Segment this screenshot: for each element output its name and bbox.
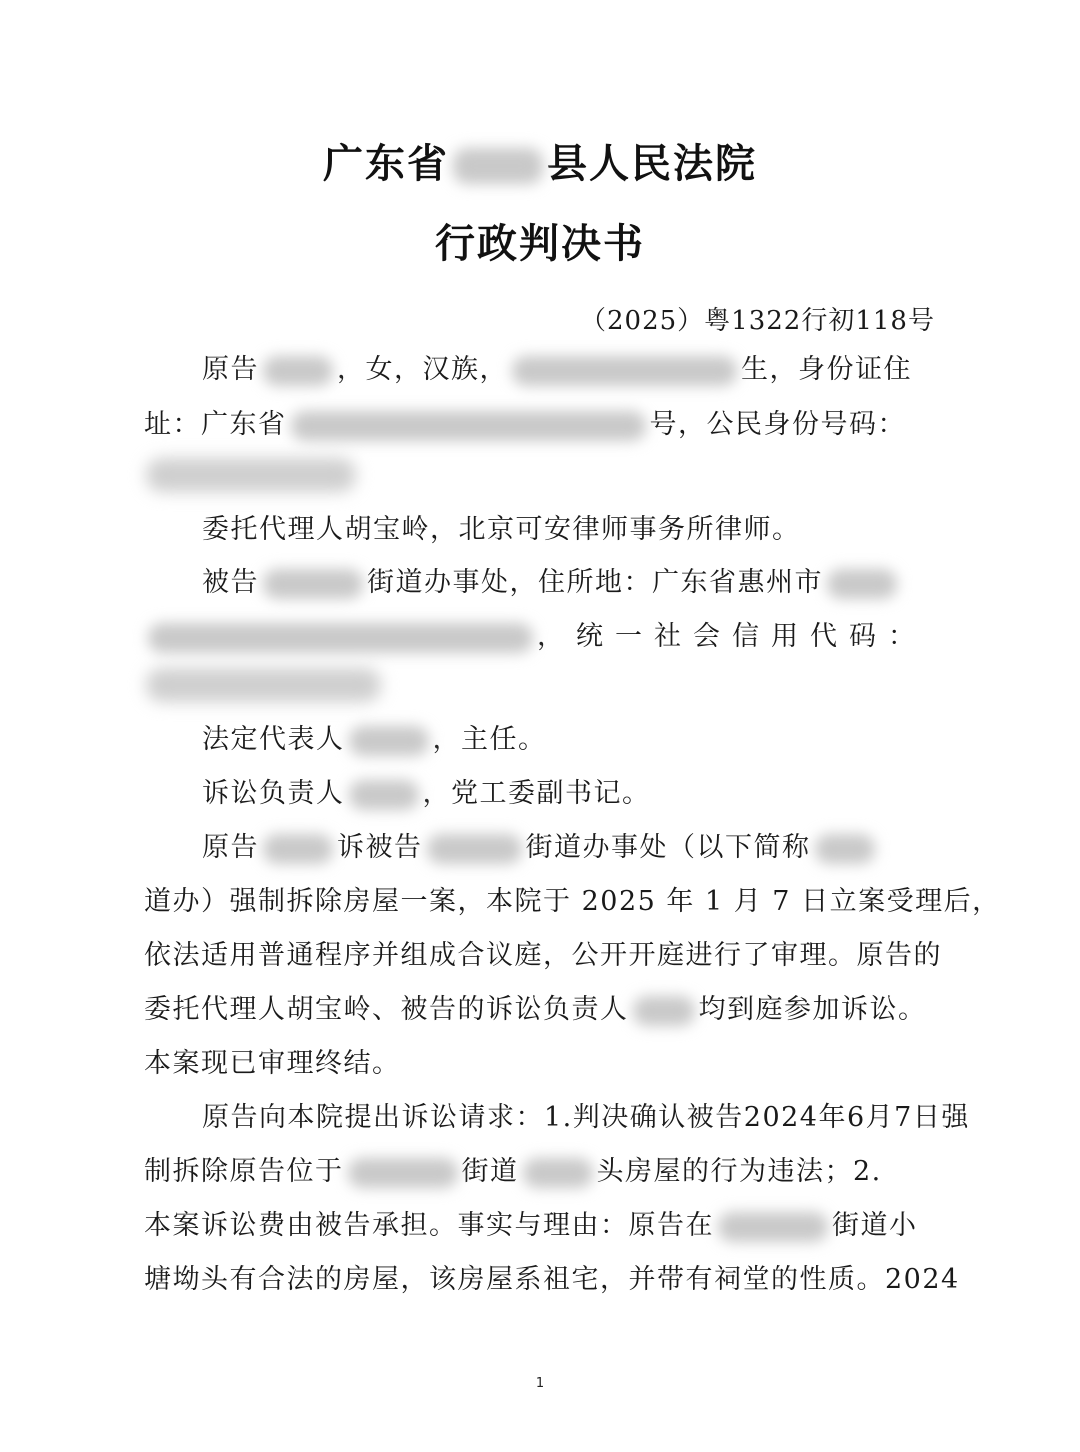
redaction <box>263 834 333 864</box>
court-title-prefix: 广东省 <box>323 141 449 187</box>
redaction <box>146 668 381 702</box>
redaction <box>523 1158 593 1188</box>
claim-line-4: 塘坳头有合法的房屋，该房屋系祖宅，并带有祠堂的性质。2024 <box>144 1264 960 1295</box>
text: 均到庭参加诉讼。 <box>698 994 927 1025</box>
document-type-title: 行政判决书 <box>435 221 645 267</box>
claim-line-1: 原告向本院提出诉讼请求：1.判决确认被告2024年6月7日强 <box>202 1102 970 1133</box>
redaction <box>453 148 543 184</box>
text: 号，公民身份号码： <box>649 409 906 440</box>
case-intro-line-4 <box>144 990 944 1030</box>
text: 街道 <box>461 1156 519 1187</box>
text: 诉被告 <box>337 832 423 863</box>
text: ，女，汉族， <box>337 354 508 385</box>
legal-representative-line <box>202 720 944 760</box>
redaction <box>718 1212 828 1242</box>
redaction <box>263 569 363 599</box>
text: 被告 <box>202 567 259 598</box>
redaction <box>349 780 419 810</box>
redaction <box>815 834 875 864</box>
redaction <box>263 356 333 386</box>
text: 址：广东省 <box>144 409 287 440</box>
court-title-suffix: 县人民法院 <box>547 141 757 187</box>
plaintiff-line-1 <box>202 350 944 390</box>
defendant-line-2 <box>144 617 944 657</box>
text: 原告 <box>202 354 259 385</box>
litigation-lead-line <box>202 774 944 814</box>
text: 头房屋的行为违法；2. <box>596 1156 882 1187</box>
court-title <box>0 132 1080 189</box>
case-intro-line-5: 本案现已审理终结。 <box>144 1048 401 1079</box>
claim-line-3 <box>144 1206 944 1246</box>
text: 生，身份证住 <box>741 354 912 385</box>
case-intro-line-1 <box>202 828 944 868</box>
text: 街道办事处（以下简称 <box>525 832 811 863</box>
redaction <box>512 356 737 386</box>
redaction <box>291 411 646 441</box>
text: 原告 <box>202 832 259 863</box>
case-intro-line-2: 道办）强制拆除房屋一案，本院于 2025 年 1 月 7 日立案受理后， <box>144 886 1001 917</box>
text: 委托代理人胡宝岭、被告的诉讼负责人 <box>144 994 629 1025</box>
redaction <box>146 458 356 492</box>
plaintiff-line-2 <box>144 405 944 445</box>
text: ，统一社会信用代码： <box>537 621 927 652</box>
claim-line-2 <box>144 1152 944 1192</box>
text: 本案诉讼费由被告承担。事实与理由：原告在 <box>144 1210 714 1241</box>
agent-line: 委托代理人胡宝岭，北京可安律师事务所律师。 <box>202 514 801 545</box>
defendant-line-1 <box>202 563 944 603</box>
text: ，主任。 <box>432 724 547 755</box>
case-number: （2025）粤1322行初118号 <box>580 306 935 336</box>
redaction <box>148 623 533 653</box>
case-intro-line-3: 依法适用普通程序并组成合议庭，公开开庭进行了审理。原告的 <box>144 940 942 971</box>
page-number: 1 <box>535 1376 545 1391</box>
redaction <box>349 726 429 756</box>
text: 法定代表人 <box>202 724 345 755</box>
text: 街道办事处，住所地：广东省惠州市 <box>367 567 823 598</box>
redaction <box>427 834 522 864</box>
redaction <box>827 569 897 599</box>
redaction <box>633 996 695 1026</box>
text: ，党工委副书记。 <box>422 778 651 809</box>
redaction <box>348 1158 458 1188</box>
text: 制拆除原告位于 <box>144 1156 344 1187</box>
text: 诉讼负责人 <box>202 778 345 809</box>
text: 街道小 <box>832 1210 918 1241</box>
